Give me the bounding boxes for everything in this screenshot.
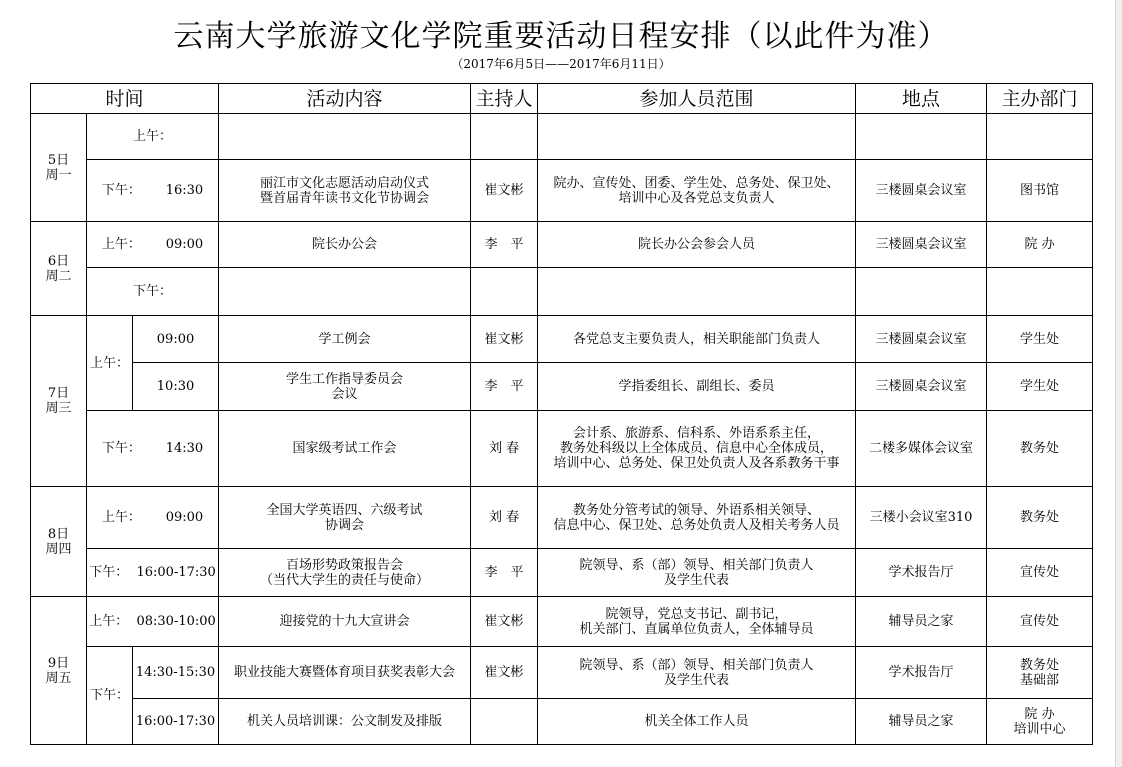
participants-line: 院领导、系（部）领导、相关部门负责人 bbox=[579, 557, 814, 573]
day-cell-wed bbox=[31, 316, 87, 487]
participants-cell: 学指委组长、副组长、委员 bbox=[538, 363, 856, 411]
participants-line: 及学生代表 bbox=[664, 572, 730, 588]
period-label: 上午： bbox=[87, 316, 133, 411]
table-row bbox=[31, 411, 1093, 487]
location-cell: 三楼圆桌会议室 bbox=[856, 316, 987, 363]
content-line: 协调会 bbox=[325, 517, 365, 533]
participants-cell: 各党总支主要负责人，相关职能部门负责人 bbox=[538, 316, 856, 363]
content-cell: 机关人员培训课：公文制发及排版 bbox=[219, 699, 471, 745]
content-line: 暨首届青年读书文化节协调会 bbox=[260, 190, 430, 206]
period-label: 下午： bbox=[89, 565, 129, 580]
content-line: （当代大学生的责任与使命） bbox=[260, 572, 430, 588]
host-cell: 崔文彬 bbox=[471, 160, 538, 222]
content-cell: 院长办公会 bbox=[219, 222, 471, 268]
time-cell bbox=[87, 222, 219, 268]
table-row bbox=[31, 268, 1093, 316]
participants-line: 机关部门、直属单位负责人，全体辅导员 bbox=[579, 621, 814, 637]
time-value: 16:30 bbox=[165, 183, 204, 198]
period-label: 上午： bbox=[101, 510, 141, 525]
time-cell bbox=[87, 160, 219, 222]
time-value: 10:30 bbox=[133, 363, 219, 411]
organizer-cell: 学生处 bbox=[987, 363, 1093, 411]
location-cell: 二楼多媒体会议室 bbox=[856, 411, 987, 487]
participants-line: 信息中心、保卫处、总务处负责人及相关考务人员 bbox=[553, 517, 840, 533]
table-row bbox=[31, 487, 1093, 549]
host-cell: 李 平 bbox=[471, 222, 538, 268]
time-value: 09:00 bbox=[165, 237, 204, 252]
location-cell: 辅导员之家 bbox=[856, 597, 987, 647]
day-date: 6日 bbox=[47, 253, 70, 269]
time-value: 08:30-10:00 bbox=[136, 614, 216, 629]
date-range: （2017年6月5日——2017年6月11日） bbox=[451, 57, 671, 71]
day-date: 9日 bbox=[47, 655, 70, 671]
time-value: 09:00 bbox=[165, 510, 204, 525]
participants-cell bbox=[538, 647, 856, 699]
organizer-cell: 院 办 bbox=[987, 222, 1093, 268]
participants-line: 院办、宣传处、团委、学生处、总务处、保卫处、 bbox=[553, 175, 840, 191]
location-cell: 学术报告厅 bbox=[856, 549, 987, 597]
period-label: 上午： bbox=[89, 614, 129, 629]
content-line: 全国大学英语四、六级考试 bbox=[266, 502, 423, 518]
header-participants: 参加人员范围 bbox=[538, 84, 856, 114]
organizer-line: 教务处 bbox=[1020, 657, 1060, 673]
table-row bbox=[31, 647, 1093, 699]
vertical-scrollbar[interactable] bbox=[1115, 0, 1122, 767]
day-weekday: 周四 bbox=[45, 541, 72, 557]
host-cell: 李 平 bbox=[471, 363, 538, 411]
location-cell: 三楼圆桌会议室 bbox=[856, 363, 987, 411]
content-cell: 迎接党的十九大宣讲会 bbox=[219, 597, 471, 647]
period-label: 下午： bbox=[87, 647, 133, 745]
location-cell: 辅导员之家 bbox=[856, 699, 987, 745]
participants-cell: 机关全体工作人员 bbox=[538, 699, 856, 745]
content-line: 学生工作指导委员会 bbox=[286, 371, 404, 387]
day-date: 5日 bbox=[47, 152, 70, 168]
header-time: 时间 bbox=[31, 84, 219, 114]
content-cell bbox=[219, 160, 471, 222]
table-row bbox=[31, 316, 1093, 363]
content-cell: 国家级考试工作会 bbox=[219, 411, 471, 487]
participants-line: 培训中心及各党总支负责人 bbox=[618, 190, 775, 206]
period-label: 上午： bbox=[101, 237, 141, 252]
location-cell: 三楼小会议室310 bbox=[856, 487, 987, 549]
organizer-cell bbox=[987, 699, 1093, 745]
content-cell bbox=[219, 363, 471, 411]
participants-cell bbox=[538, 597, 856, 647]
day-cell-fri bbox=[31, 597, 87, 745]
time-cell bbox=[87, 411, 219, 487]
participants-cell bbox=[538, 487, 856, 549]
period-label: 下午： bbox=[101, 441, 141, 456]
day-weekday: 周二 bbox=[45, 268, 72, 284]
header-content: 活动内容 bbox=[219, 84, 471, 114]
period-label: 上午： bbox=[87, 114, 219, 160]
host-cell: 刘 春 bbox=[471, 487, 538, 549]
table-row bbox=[31, 549, 1093, 597]
host-cell bbox=[471, 699, 538, 745]
participants-line: 院领导，党总支书记、副书记， bbox=[605, 606, 788, 622]
participants-line: 会计系、旅游系、信科系、外语系系主任， bbox=[573, 426, 821, 441]
time-value: 16:00-17:30 bbox=[136, 565, 216, 580]
organizer-cell bbox=[987, 647, 1093, 699]
participants-cell bbox=[538, 549, 856, 597]
host-cell: 崔文彬 bbox=[471, 647, 538, 699]
content-line: 百场形势政策报告会 bbox=[286, 557, 404, 573]
participants-line: 培训中心、总务处、保卫处负责人及各系教务干事 bbox=[553, 456, 840, 471]
day-date: 8日 bbox=[47, 526, 70, 542]
time-value: 09:00 bbox=[133, 316, 219, 363]
participants-line: 及学生代表 bbox=[664, 672, 730, 688]
day-cell-tue bbox=[31, 222, 87, 316]
time-value: 14:30-15:30 bbox=[133, 647, 219, 699]
organizer-line: 培训中心 bbox=[1013, 721, 1066, 737]
period-label: 下午： bbox=[101, 183, 141, 198]
participants-line: 教务处科级以上全体成员、信息中心全体成员， bbox=[560, 441, 834, 456]
table-row bbox=[31, 699, 1093, 745]
table-row bbox=[31, 222, 1093, 268]
content-cell bbox=[219, 549, 471, 597]
schedule-table bbox=[30, 83, 1093, 745]
time-cell bbox=[87, 597, 219, 647]
organizer-line: 院 办 bbox=[1024, 706, 1055, 722]
organizer-cell: 学生处 bbox=[987, 316, 1093, 363]
header-location: 地点 bbox=[856, 84, 987, 114]
organizer-cell: 图书馆 bbox=[987, 160, 1093, 222]
time-value: 14:30 bbox=[165, 441, 204, 456]
day-weekday: 周三 bbox=[45, 401, 72, 416]
content-line: 丽江市文化志愿活动启动仪式 bbox=[260, 175, 430, 191]
header-organizer: 主办部门 bbox=[987, 84, 1093, 114]
organizer-cell: 教务处 bbox=[987, 487, 1093, 549]
host-cell: 刘 春 bbox=[471, 411, 538, 487]
page-title: 云南大学旅游文化学院重要活动日程安排（以此件为准） bbox=[173, 19, 949, 54]
content-cell bbox=[219, 487, 471, 549]
content-line: 会议 bbox=[331, 386, 358, 402]
day-date: 7日 bbox=[47, 386, 70, 401]
organizer-cell: 教务处 bbox=[987, 411, 1093, 487]
host-cell: 李 平 bbox=[471, 549, 538, 597]
organizer-line: 基础部 bbox=[1020, 672, 1060, 688]
table-row bbox=[31, 160, 1093, 222]
content-cell: 职业技能大赛暨体育项目获奖表彰大会 bbox=[219, 647, 471, 699]
day-weekday: 周一 bbox=[45, 167, 72, 183]
day-cell-thu bbox=[31, 487, 87, 597]
participants-cell: 院长办公会参会人员 bbox=[538, 222, 856, 268]
host-cell: 崔文彬 bbox=[471, 316, 538, 363]
time-value: 16:00-17:30 bbox=[133, 699, 219, 745]
table-row bbox=[31, 363, 1093, 411]
period-label: 下午： bbox=[87, 268, 219, 316]
organizer-cell: 宣传处 bbox=[987, 597, 1093, 647]
time-cell bbox=[87, 549, 219, 597]
host-cell: 崔文彬 bbox=[471, 597, 538, 647]
participants-cell bbox=[538, 160, 856, 222]
location-cell: 三楼圆桌会议室 bbox=[856, 222, 987, 268]
participants-line: 院领导、系（部）领导、相关部门负责人 bbox=[579, 657, 814, 673]
participants-cell bbox=[538, 411, 856, 487]
table-row bbox=[31, 114, 1093, 160]
participants-line: 教务处分管考试的领导、外语系相关领导、 bbox=[573, 502, 821, 518]
location-cell: 三楼圆桌会议室 bbox=[856, 160, 987, 222]
table-row bbox=[31, 597, 1093, 647]
content-cell: 学工例会 bbox=[219, 316, 471, 363]
header-row bbox=[31, 84, 1093, 114]
time-cell bbox=[87, 487, 219, 549]
day-cell-mon bbox=[31, 114, 87, 222]
header-host: 主持人 bbox=[471, 84, 538, 114]
location-cell: 学术报告厅 bbox=[856, 647, 987, 699]
day-weekday: 周五 bbox=[45, 670, 72, 686]
organizer-cell: 宣传处 bbox=[987, 549, 1093, 597]
